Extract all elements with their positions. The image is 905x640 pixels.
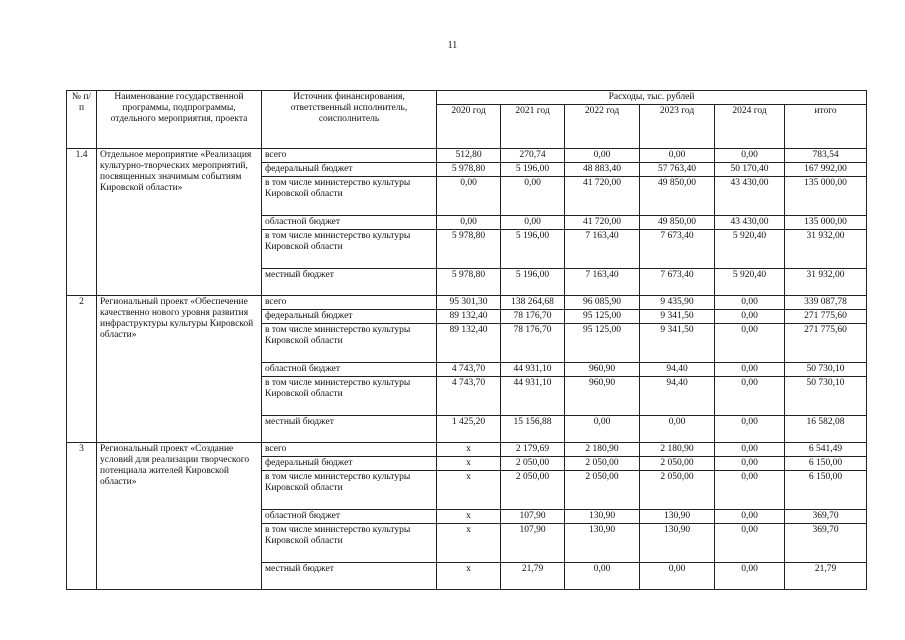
funding-source: в том числе министерство культуры Кировской области <box>262 177 437 216</box>
year-value: 0,00 <box>715 310 785 324</box>
funding-source: в том числе министерство культуры Кировской области <box>262 230 437 269</box>
year-value: 5 978,80 <box>437 230 501 269</box>
year-value: 107,90 <box>501 510 565 524</box>
year-value: 5 196,00 <box>501 163 565 177</box>
year-value: 0,00 <box>715 324 785 363</box>
year-value: 0,00 <box>715 416 785 443</box>
total-value: 369,70 <box>785 510 867 524</box>
year-value: 49 850,00 <box>640 177 715 216</box>
year-value: 44 931,10 <box>501 377 565 416</box>
funding-source: в том числе министерство культуры Кировской области <box>262 524 437 563</box>
expenses-table <box>66 90 867 590</box>
header-total: итого <box>785 105 867 149</box>
year-value: 5 196,00 <box>501 269 565 296</box>
year-value: 21,79 <box>501 563 565 590</box>
year-value: 2 180,90 <box>640 443 715 457</box>
year-value: 0,00 <box>501 216 565 230</box>
year-value: 0,00 <box>501 177 565 216</box>
year-value: 0,00 <box>715 524 785 563</box>
year-value: 95 301,30 <box>437 296 501 310</box>
page-number: 11 <box>447 40 458 51</box>
year-value: 15 156,88 <box>501 416 565 443</box>
header-source: Источник финансирования, ответственный исполнитель, соисполнитель <box>262 91 437 149</box>
year-value: 2 179,69 <box>501 443 565 457</box>
year-value: 0,00 <box>640 149 715 163</box>
funding-source: местный бюджет <box>262 269 437 296</box>
funding-source: всего <box>262 443 437 457</box>
year-value: 960,90 <box>565 363 640 377</box>
year-value: 130,90 <box>640 524 715 563</box>
total-value: 50 730,10 <box>785 377 867 416</box>
row-number: 3 <box>67 443 97 590</box>
year-value: 4 743,70 <box>437 377 501 416</box>
total-value: 369,70 <box>785 524 867 563</box>
year-value: 95 125,00 <box>565 324 640 363</box>
year-value: 5 920,40 <box>715 230 785 269</box>
year-value: 41 720,00 <box>565 177 640 216</box>
year-value: 960,90 <box>565 377 640 416</box>
total-value: 167 992,00 <box>785 163 867 177</box>
year-value: 94,40 <box>640 363 715 377</box>
year-value: 44 931,10 <box>501 363 565 377</box>
year-value: 512,80 <box>437 149 501 163</box>
year-value: 2 050,00 <box>565 457 640 471</box>
year-value: 0,00 <box>715 457 785 471</box>
year-value: 7 163,40 <box>565 230 640 269</box>
funding-source: в том числе министерство культуры Кировской области <box>262 324 437 363</box>
funding-source: федеральный бюджет <box>262 457 437 471</box>
total-value: 16 582,08 <box>785 416 867 443</box>
year-value: 0,00 <box>565 149 640 163</box>
year-value: 78 176,70 <box>501 310 565 324</box>
year-value: 107,90 <box>501 524 565 563</box>
year-value: 0,00 <box>715 510 785 524</box>
year-value: 0,00 <box>437 216 501 230</box>
funding-source: в том числе министерство культуры Кировской области <box>262 471 437 510</box>
header-year: 2023 год <box>640 105 715 149</box>
total-value: 135 000,00 <box>785 177 867 216</box>
year-value: 0,00 <box>715 443 785 457</box>
year-value: 130,90 <box>565 510 640 524</box>
year-value: 7 673,40 <box>640 269 715 296</box>
header-year: 2024 год <box>715 105 785 149</box>
total-value: 339 087,78 <box>785 296 867 310</box>
year-value: 78 176,70 <box>501 324 565 363</box>
year-value: 9 435,90 <box>640 296 715 310</box>
year-value: x <box>437 563 501 590</box>
table-row <box>67 149 867 163</box>
year-value: 5 920,40 <box>715 269 785 296</box>
year-value: 95 125,00 <box>565 310 640 324</box>
year-value: 138 264,68 <box>501 296 565 310</box>
table-body <box>67 149 867 590</box>
funding-source: местный бюджет <box>262 563 437 590</box>
year-value: 43 430,00 <box>715 177 785 216</box>
funding-source: областной бюджет <box>262 216 437 230</box>
row-number: 2 <box>67 296 97 443</box>
year-value: 0,00 <box>715 149 785 163</box>
year-value: x <box>437 510 501 524</box>
funding-source: в том числе министерство культуры Кировской области <box>262 377 437 416</box>
year-value: 7 163,40 <box>565 269 640 296</box>
year-value: 43 430,00 <box>715 216 785 230</box>
program-name: Отдельное мероприятие «Реализация культурно-творческих мероприятий, посвященных значимым событиям Кировской области» <box>97 149 262 296</box>
funding-source: всего <box>262 149 437 163</box>
year-value: 96 085,90 <box>565 296 640 310</box>
year-value: 49 850,00 <box>640 216 715 230</box>
funding-source: всего <box>262 296 437 310</box>
total-value: 783,54 <box>785 149 867 163</box>
year-value: 0,00 <box>715 363 785 377</box>
year-value: 57 763,40 <box>640 163 715 177</box>
total-value: 6 150,00 <box>785 457 867 471</box>
header-expenses: Расходы, тыс. рублей <box>437 91 867 105</box>
funding-source: федеральный бюджет <box>262 310 437 324</box>
total-value: 50 730,10 <box>785 363 867 377</box>
funding-source: федеральный бюджет <box>262 163 437 177</box>
year-value: 0,00 <box>715 563 785 590</box>
year-value: 89 132,40 <box>437 324 501 363</box>
year-value: 0,00 <box>565 416 640 443</box>
total-value: 271 775,60 <box>785 310 867 324</box>
year-value: 0,00 <box>640 563 715 590</box>
program-name: Региональный проект «Создание условий для реализации творческого потенциала жителей Кировской области» <box>97 443 262 590</box>
year-value: 270,74 <box>501 149 565 163</box>
year-value: 48 883,40 <box>565 163 640 177</box>
table-row <box>67 296 867 310</box>
row-number: 1.4 <box>67 149 97 296</box>
header-year: 2022 год <box>565 105 640 149</box>
total-value: 135 000,00 <box>785 216 867 230</box>
total-value: 31 932,00 <box>785 230 867 269</box>
year-value: 0,00 <box>715 471 785 510</box>
year-value: 9 341,50 <box>640 310 715 324</box>
total-value: 21,79 <box>785 563 867 590</box>
year-value: 94,40 <box>640 377 715 416</box>
total-value: 6 541,49 <box>785 443 867 457</box>
year-value: 50 170,40 <box>715 163 785 177</box>
year-value: 2 050,00 <box>501 471 565 510</box>
year-value: 0,00 <box>715 377 785 416</box>
year-value: 2 050,00 <box>640 471 715 510</box>
year-value: 2 180,90 <box>565 443 640 457</box>
year-value: 2 050,00 <box>640 457 715 471</box>
year-value: x <box>437 471 501 510</box>
year-value: x <box>437 524 501 563</box>
year-value: 7 673,40 <box>640 230 715 269</box>
year-value: 130,90 <box>565 524 640 563</box>
year-value: 2 050,00 <box>501 457 565 471</box>
year-value: 0,00 <box>640 416 715 443</box>
header-name: Наименование государственной программы, подпрограммы, отдельного мероприятия, проекта <box>97 91 262 149</box>
table-row <box>67 443 867 457</box>
year-value: 2 050,00 <box>565 471 640 510</box>
year-value: 5 978,80 <box>437 269 501 296</box>
total-value: 31 932,00 <box>785 269 867 296</box>
year-value: 89 132,40 <box>437 310 501 324</box>
year-value: 4 743,70 <box>437 363 501 377</box>
year-value: 5 196,00 <box>501 230 565 269</box>
year-value: 5 978,80 <box>437 163 501 177</box>
funding-source: областной бюджет <box>262 363 437 377</box>
year-value: 1 425,20 <box>437 416 501 443</box>
year-value: x <box>437 457 501 471</box>
year-value: 130,90 <box>640 510 715 524</box>
funding-source: местный бюджет <box>262 416 437 443</box>
program-name: Региональный проект «Обеспечение качественно нового уровня развития инфраструктуры культуры Кировской области» <box>97 296 262 443</box>
year-value: x <box>437 443 501 457</box>
year-value: 9 341,50 <box>640 324 715 363</box>
funding-source: областной бюджет <box>262 510 437 524</box>
header-year: 2021 год <box>501 105 565 149</box>
year-value: 0,00 <box>715 296 785 310</box>
year-value: 41 720,00 <box>565 216 640 230</box>
total-value: 6 150,00 <box>785 471 867 510</box>
year-value: 0,00 <box>565 563 640 590</box>
header-year: 2020 год <box>437 105 501 149</box>
header-num: № п/п <box>67 91 97 149</box>
total-value: 271 775,60 <box>785 324 867 363</box>
year-value: 0,00 <box>437 177 501 216</box>
